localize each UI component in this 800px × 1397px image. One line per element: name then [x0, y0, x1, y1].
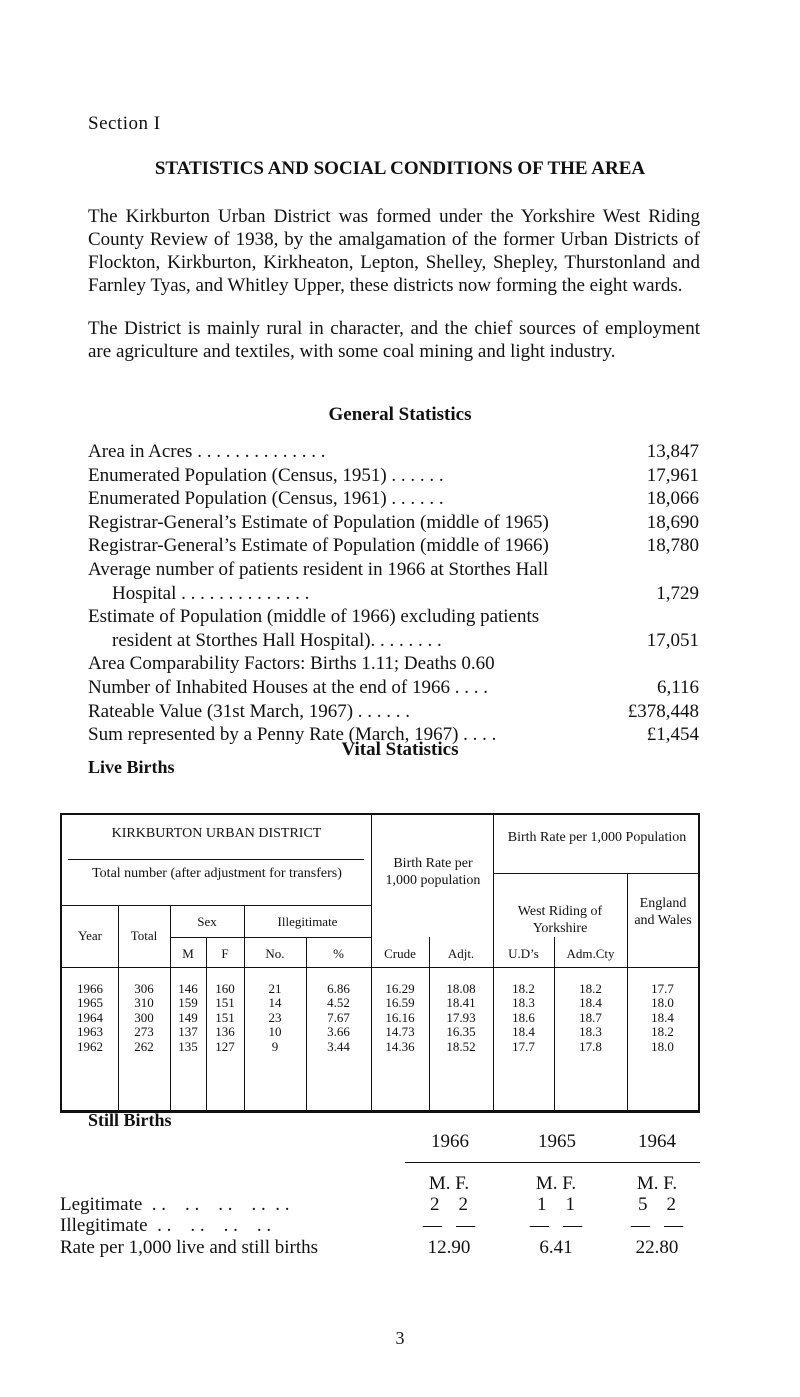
table-cell-total: 273	[134, 1024, 154, 1040]
table-cell-year: 1965	[77, 995, 103, 1011]
stat-row	[88, 464, 699, 488]
live-births-table	[60, 813, 700, 1113]
table-rule	[493, 873, 698, 874]
still-births-rule	[405, 1162, 700, 1163]
table-cell-crude: 14.36	[385, 1038, 415, 1054]
table-cell-england: 18.2	[651, 1024, 674, 1040]
legitimate-1964: 5 2	[638, 1194, 676, 1215]
stat-label: Registrar-General’s Estimate of Population (middle of 1966)	[88, 535, 549, 557]
header-west-riding: West Riding of Yorkshire	[517, 904, 603, 936]
table-cell-year: 1962	[77, 1038, 103, 1054]
table-cell-f: 160	[215, 981, 235, 996]
stat-label: Number of Inhabited Houses at the end of 1966 . . . .	[88, 676, 488, 698]
table-cell-uds: 17.7	[512, 1038, 535, 1054]
table-cell-pct: 7.67	[327, 1009, 350, 1025]
stat-row	[88, 605, 699, 629]
stat-label: Area in Acres . . . . . . . . . . . . . .	[88, 441, 326, 462]
header-total-number: Total number (after adjustment for transfers)	[92, 866, 342, 881]
still-births-label: Still Births	[88, 1110, 172, 1130]
table-cell-pct: 4.52	[327, 995, 350, 1011]
still-mf-1965: M. F.	[535, 1173, 577, 1194]
live-births-label: Live Births	[88, 757, 175, 777]
stat-label: Average number of patients resident in 1966 at Storthes Hall	[88, 558, 549, 580]
table-cell-england: 18.4	[651, 1009, 674, 1025]
header-total: Total	[130, 928, 158, 943]
section-label: Section I	[88, 113, 161, 134]
table-cell-adjt: 18.08	[446, 981, 476, 996]
stat-row	[88, 700, 699, 724]
rate-1964: 22.80	[635, 1237, 679, 1258]
rate-label: Rate per 1,000 live and still births	[60, 1237, 319, 1258]
table-cell-england: 17.7	[651, 981, 674, 996]
header-england-wales: England and Wales	[634, 896, 692, 928]
illegitimate-label: Illegitimate . . . . . . . .	[60, 1215, 272, 1236]
stat-value: 13,847	[646, 441, 699, 462]
table-cell-total: 300	[134, 1009, 154, 1025]
table-cell-admcty: 18.3	[579, 1024, 602, 1040]
stat-value: 18,066	[646, 488, 699, 510]
table-cell-adjt: 18.52	[446, 1038, 476, 1054]
table-cell-uds: 18.3	[512, 995, 535, 1011]
table-cell-no: 9	[271, 1038, 279, 1054]
table-cell-admcty: 18.2	[579, 981, 602, 996]
table-cell-england: 18.0	[651, 995, 674, 1011]
stat-row	[88, 511, 699, 535]
header-f: F	[221, 946, 229, 961]
legitimate-1966: 2 2	[430, 1194, 468, 1215]
table-cell-year: 1964	[77, 1009, 103, 1025]
table-cell-m: 135	[178, 1038, 198, 1054]
table-cell-f: 151	[215, 995, 235, 1011]
still-mf-1966: M. F.	[428, 1173, 470, 1194]
stat-row	[88, 629, 699, 653]
table-cell-crude: 16.16	[385, 1009, 415, 1025]
table-cell-f: 127	[215, 1038, 235, 1054]
table-rule	[371, 815, 372, 1111]
page-number: 3	[395, 1328, 405, 1348]
table-cell-pct: 6.86	[327, 981, 350, 996]
table-cell-adjt: 18.41	[446, 995, 476, 1011]
table-cell-total: 310	[134, 995, 154, 1011]
legitimate-1965: 1 1	[537, 1194, 575, 1215]
stat-label: Sum represented by a Penny Rate (March, 1967) . . . .	[88, 724, 497, 746]
table-cell-pct: 3.44	[327, 1038, 350, 1054]
stat-value: 17,961	[646, 464, 699, 486]
header-year: Year	[78, 928, 102, 943]
general-statistics-list	[88, 440, 699, 747]
stat-value: 1,729	[656, 582, 699, 604]
stat-row	[88, 558, 699, 582]
header-no: No.	[265, 946, 285, 961]
stat-label: Enumerated Population (Census, 1961) . . . . . .	[88, 488, 444, 510]
header-percent: %	[333, 946, 344, 961]
general-statistics-title: General Statistics	[328, 404, 472, 425]
table-cell-f: 136	[215, 1024, 235, 1040]
header-uds: U.D’s	[508, 946, 539, 961]
table-cell-uds: 18.6	[512, 1009, 535, 1025]
stat-label: Rateable Value (31st March, 1967) . . . . . .	[88, 700, 411, 722]
stat-label: resident at Storthes Hall Hospital). . . . . . . .	[112, 629, 442, 651]
legitimate-label: Legitimate . . . . . . . . . .	[60, 1194, 290, 1215]
table-cell-no: 21	[268, 981, 282, 996]
table-rule	[68, 859, 364, 860]
table-cell-m: 146	[178, 981, 198, 996]
stat-label: Hospital . . . . . . . . . . . . . .	[112, 582, 310, 604]
stat-value: 18,780	[646, 535, 699, 557]
header-birth-rate: Birth Rate per 1,000 population	[385, 856, 481, 888]
header-sex: Sex	[197, 914, 217, 929]
table-cell-m: 137	[178, 1024, 198, 1040]
header-m: M	[182, 946, 194, 961]
stat-row	[88, 652, 699, 676]
stat-value: £1,454	[646, 724, 699, 746]
table-cell-m: 159	[178, 995, 198, 1011]
still-year-1965: 1965	[538, 1131, 576, 1152]
stat-row	[88, 534, 699, 558]
stat-row	[88, 440, 699, 464]
table-cell-no: 23	[268, 1009, 282, 1025]
table-cell-admcty: 18.7	[579, 1009, 602, 1025]
table-cell-adjt: 17.93	[446, 1009, 476, 1025]
table-cell-england: 18.0	[651, 1038, 674, 1054]
header-district: KIRKBURTON URBAN DISTRICT	[111, 826, 322, 841]
table-rule	[170, 937, 371, 938]
still-year-1966: 1966	[431, 1131, 469, 1152]
stat-value: 6,116	[656, 676, 699, 698]
stat-value: 17,051	[646, 629, 699, 651]
still-year-1964: 1964	[638, 1131, 676, 1152]
table-cell-no: 14	[268, 995, 282, 1011]
table-cell-crude: 16.59	[385, 995, 415, 1011]
table-cell-year: 1966	[77, 981, 103, 996]
table-cell-total: 306	[134, 981, 154, 996]
vital-statistics-title: Vital Statistics	[341, 739, 459, 760]
table-cell-m: 149	[178, 1009, 198, 1025]
header-illegitimate: Illegitimate	[277, 914, 338, 929]
table-cell-pct: 3.66	[327, 1024, 350, 1040]
stat-row	[88, 487, 699, 511]
table-cell-uds: 18.4	[512, 1024, 535, 1040]
header-adm-cty: Adm.Cty	[566, 946, 615, 961]
stat-label: Registrar-General’s Estimate of Population (middle of 1965)	[88, 511, 549, 533]
illegitimate-1964: — —	[630, 1215, 684, 1236]
table-cell-admcty: 17.8	[579, 1038, 602, 1054]
table-cell-f: 151	[215, 1009, 235, 1025]
stat-value: £378,448	[627, 700, 699, 722]
intro-paragraph: The Kirkburton Urban District was formed under the Yorkshire West Riding County Review of 1938, by the amalgamation of the former Urban Districts of Flockton, Kirkburton, Kirkheaton, Lepton, Shelley, Shepley, Thurstonland and Farnley Tyas, and Whitley Upper, these districts now forming the eight wards.	[88, 206, 700, 296]
stat-value: 18,690	[646, 511, 699, 533]
table-cell-adjt: 16.35	[446, 1024, 476, 1040]
table-cell-year: 1963	[77, 1024, 103, 1040]
header-adjt: Adjt.	[447, 946, 475, 961]
stat-row	[88, 676, 699, 700]
header-crude: Crude	[384, 946, 416, 961]
table-cell-admcty: 18.4	[579, 995, 602, 1011]
stat-row	[88, 582, 699, 606]
stat-label: Enumerated Population (Census, 1951) . . . . . .	[88, 464, 444, 486]
rate-1965: 6.41	[539, 1237, 573, 1258]
table-cell-uds: 18.2	[512, 981, 535, 996]
main-heading: STATISTICS AND SOCIAL CONDITIONS OF THE AREA	[154, 158, 646, 179]
stat-label: Estimate of Population (middle of 1966) excluding patients	[88, 606, 540, 628]
table-rule	[62, 967, 698, 968]
rate-1966: 12.90	[427, 1237, 471, 1258]
header-birth-rate-population: Birth Rate per 1,000 Population	[507, 830, 687, 845]
character-paragraph: The District is mainly rural in character, and the chief sources of employment are agriculture and textiles, with some coal mining and light industry.	[88, 318, 700, 362]
table-cell-crude: 16.29	[385, 981, 415, 996]
stat-label: Area Comparability Factors: Births 1.11; Deaths 0.60	[88, 653, 495, 675]
illegitimate-1965: — —	[529, 1215, 583, 1236]
illegitimate-1966: — —	[422, 1215, 476, 1236]
table-cell-total: 262	[134, 1038, 154, 1054]
table-rule	[493, 815, 494, 1111]
table-cell-crude: 14.73	[385, 1024, 415, 1040]
table-rule	[62, 905, 371, 906]
table-cell-no: 10	[268, 1024, 282, 1040]
still-mf-1964: M. F.	[636, 1173, 678, 1194]
